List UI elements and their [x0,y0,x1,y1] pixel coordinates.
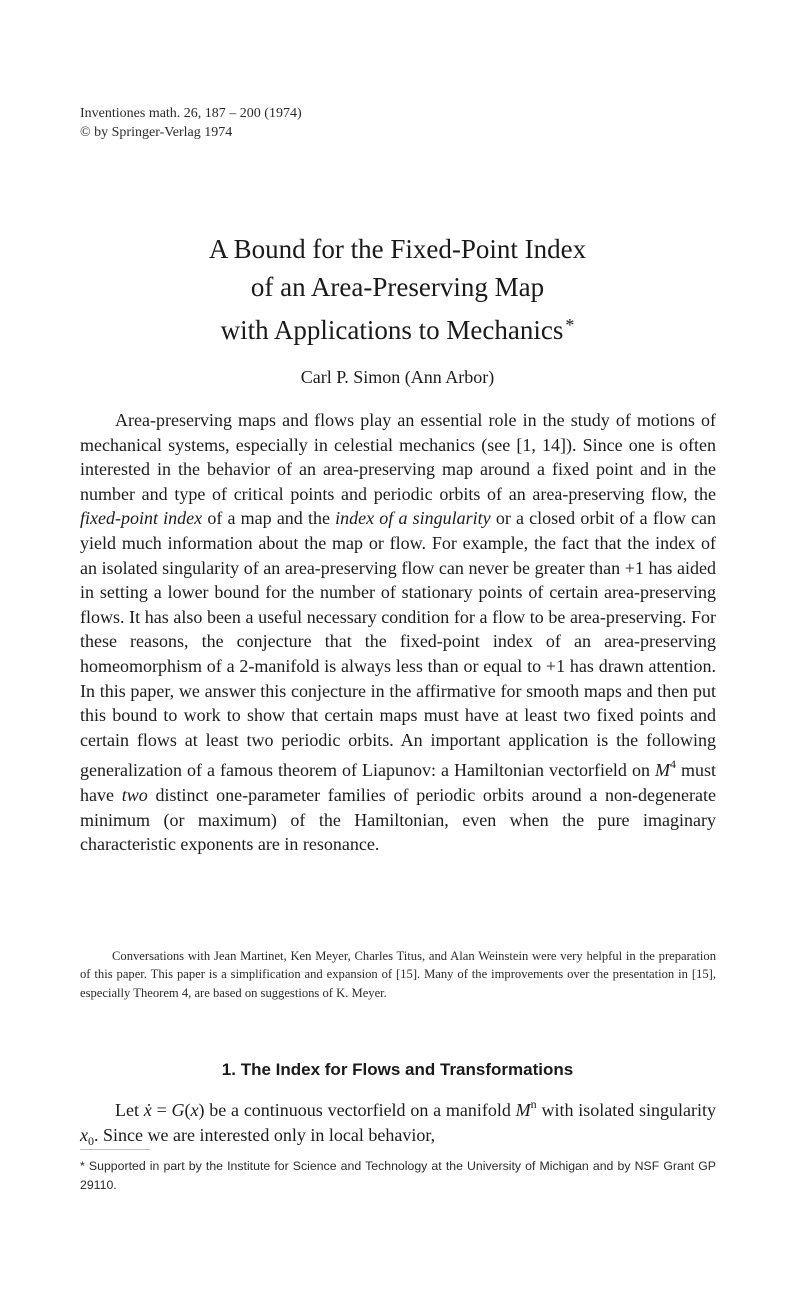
title-line-3-text: with Applications to Mechanics [220,315,564,345]
abstract-paragraph [80,408,716,857]
footnote-divider [80,1149,150,1150]
math-subscript-0: 0 [88,1133,94,1148]
journal-header [80,104,302,142]
math-equals: = [151,1100,172,1120]
abstract-run-10: distinct one-parameter families of periodic orbits around a non-degenerate minimum (or maximum) of the Hamiltonian, even when the pure imaginary characteristic exponents are in resonance. [80,784,716,855]
author-line: Carl P. Simon (Ann Arbor) [300,367,495,387]
title-line-1: A Bound for the Fixed-Point Index [208,234,587,264]
body-run-10: with isolated singularity [536,1100,716,1120]
term-fixed-point-index: fixed-point index [80,508,203,529]
abstract-run-8: must have [80,760,716,805]
math-superscript-4: 4 [669,757,676,772]
body-run-7: ) be a continuous vectorfield on a manifold [198,1100,516,1120]
acknowledgement-note [80,947,716,1002]
section-body [80,1092,716,1153]
abstract-run-1: Area-preserving maps and flows play an essential role in the study of motions of mechanical systems, especially in celestial mechanics (see [1, 14]). Since one is often interested in the behavior of an area-preserving map around a fixed point and in the number and type of critical points and periodic orbits of an area-preserving flow, the [80,410,716,504]
math-superscript-n: n [530,1097,537,1111]
math-open-paren: ( [184,1100,191,1120]
abstract-text [80,408,716,857]
math-manifold-m: M [654,760,670,781]
title-line-3 [0,306,795,349]
math-x-dot: ẋ [143,1100,152,1120]
copyright-line: © by Springer-Verlag 1974 [80,125,233,140]
abstract-run-3: of a map and the [202,508,336,529]
body-run-1: Let [115,1100,144,1120]
footnote-text: * Supported in part by the Institute for Science and Technology at the University of Michigan and by NSF Grant GP 29110. [80,1159,716,1192]
emphasis-two: two [121,784,148,805]
section-heading: 1. The Index for Flows and Transformations [221,1060,574,1079]
footnote [80,1157,716,1195]
math-x: x [190,1100,199,1120]
journal-citation: Inventiones math. 26, 187 – 200 (1974) [80,106,302,121]
title-footnote-marker: * [565,315,575,335]
acknowledgement-text: Conversations with Jean Martinet, Ken Meyer, Charles Titus, and Alan Weinstein were very helpful in the preparation of this paper. This paper is a simplification and expansion of [15]. Many of the improvements over the presentation in [15], especially Theorem 4, are based on suggestions of K. Meyer. [80,949,716,1000]
body-run-13: . Since we are interested only in local behavior, [94,1124,436,1145]
paper-title [0,230,795,349]
section-paragraph [80,1092,716,1153]
math-manifold-m: M [515,1100,531,1120]
math-g: G [171,1100,185,1120]
term-index-of-singularity: index of a singularity [335,508,491,529]
math-x-zero: x [80,1124,88,1145]
title-line-2: of an Area-Preserving Map [250,272,545,302]
abstract-run-5: or a closed orbit of a flow can yield much information about the map or flow. For example, the fact that the index of an isolated singularity of an area-preserving flow can never be greater than +1 has aided in setting a lower bound for the number of stationary points of certain area-preserving flows. It has also been a useful necessary condition for a flow to be area-preserving. For these reasons, the conjecture that the fixed-point index of an area-preserving homeomorphism of a 2-manifold is always less than or equal to +1 has drawn attention. In this paper, we answer this conjecture in the affirmative for smooth maps and then put this bound to work to show that certain maps must have at least two fixed points and certain flows at least two periodic orbits. An important application is the following generalization of a famous theorem of Liapunov: a Hamiltonian vectorfield on [80,508,717,781]
